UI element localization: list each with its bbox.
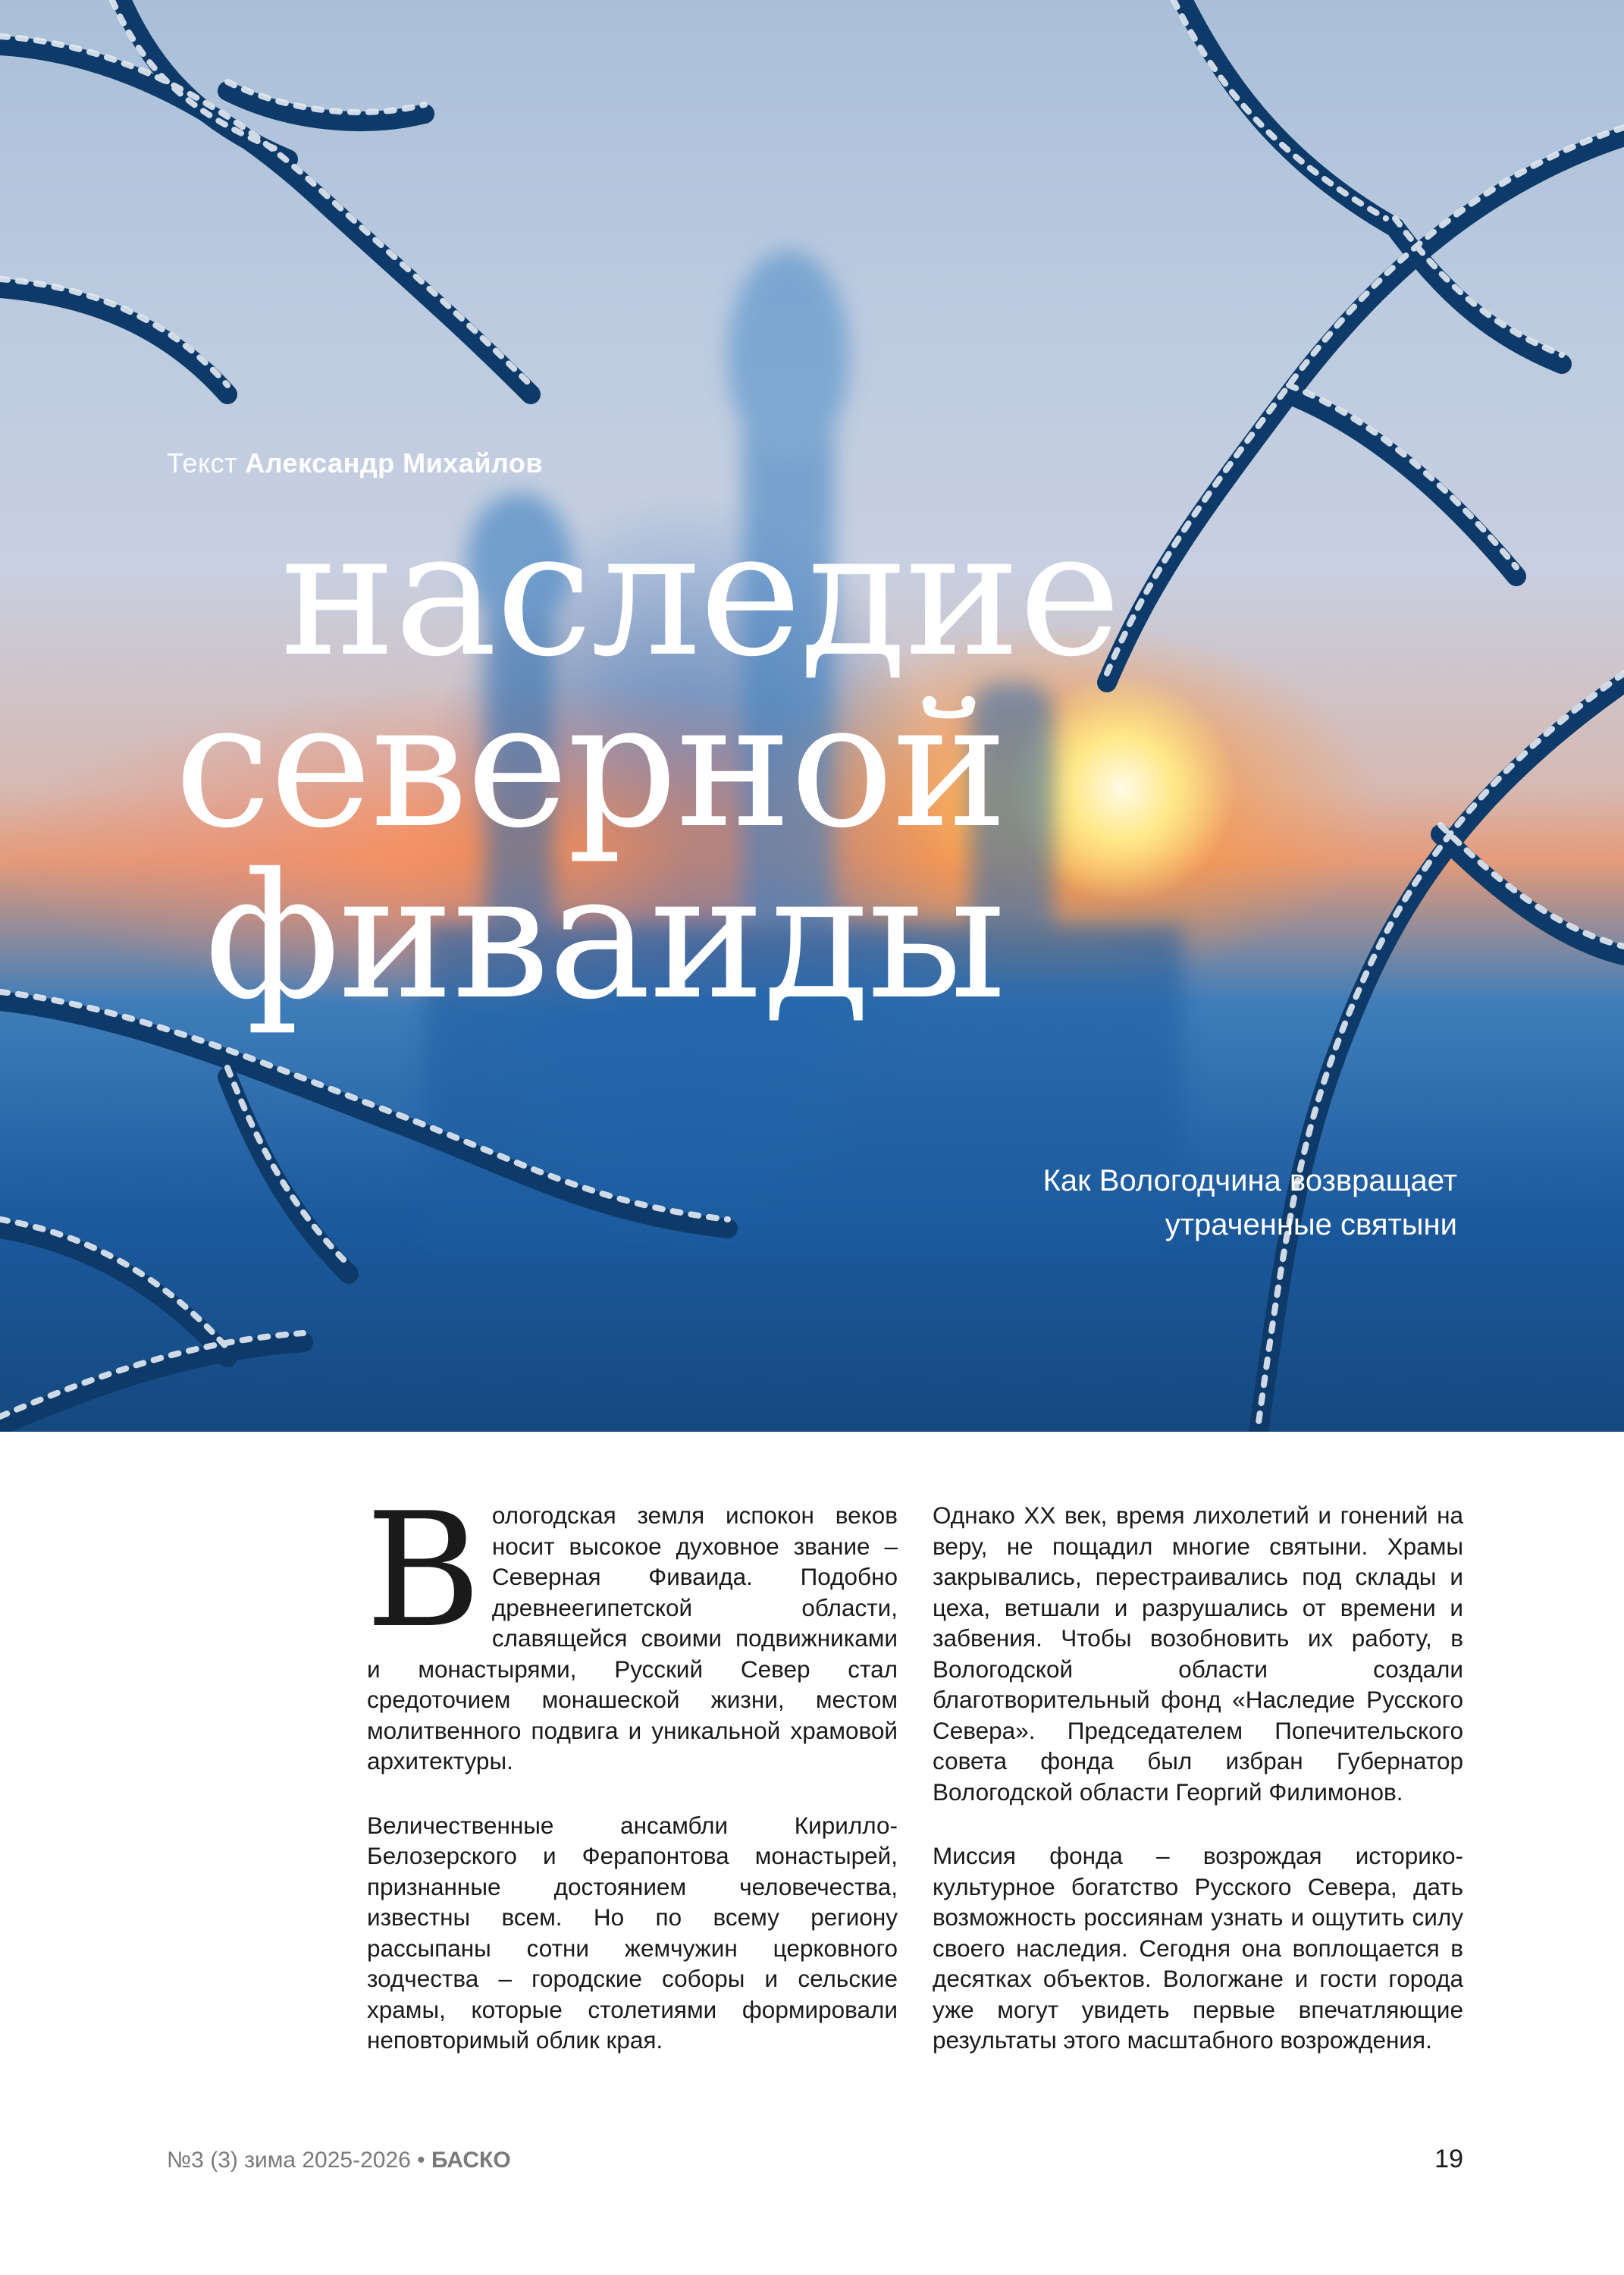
article-title xyxy=(174,493,1418,1037)
title-line-1: наследие xyxy=(281,493,1120,695)
magazine-brand: БАСКО xyxy=(431,2148,511,2173)
issue-label: №3 (3) зима 2025-2026 • xyxy=(167,2148,425,2173)
issue-info xyxy=(167,2148,511,2173)
paragraph-4: Миссия фонда – возрождая историко-культурное богатство Русского Севера, дать возможность россиянам узнать и ощутить силу своего наследия. Сегодня она воплощается в десятках объектов. Вологжане и гости города уже могут увидеть первые впечатляющие результаты этого масштабного возрождения. xyxy=(933,1842,1463,2054)
byline-prefix: Текст xyxy=(167,447,238,479)
title-line-2: северной xyxy=(174,664,1007,866)
byline-author: Александр Михайлов xyxy=(245,447,543,479)
paragraph-3: Однако XX век, время лихолетий и гонений на веру, не пощадил многие святыни. Храмы закрывались, перестраивались под склады и цеха, ветшали и разрушались от времени и забвения. Чтобы возобновить их работу, в Вологодской области создали благотворительный фонд «Наследие Русского Севера». Председателем Попечительского совета фонда был избран Губернатор Вологодской области Георгий Филимонов. xyxy=(933,1502,1463,1806)
paragraph-1-text: ологодская земля испокон веков носит высокое духовное звание – Северная Фиваида. Подобно древнеегипетской области, славящейся своими подвижниками и монастырями, Русский Север стал средоточием монашеской жизни, местом молитвенного подвига и уникальной храмовой архитектуры. xyxy=(367,1502,898,1774)
title-line-3: фиваиды xyxy=(205,836,1005,1037)
page-number: 19 xyxy=(1434,2145,1463,2173)
article-column-left xyxy=(365,1480,898,2089)
subtitle-line-2: утраченные святыни xyxy=(1165,1208,1457,1241)
paragraph-1 xyxy=(365,1480,898,1777)
article-subtitle xyxy=(851,1159,1457,1247)
subtitle-line-1: Как Вологодчина возвращает xyxy=(1042,1164,1457,1197)
article-column-right xyxy=(933,1500,1463,2089)
byline xyxy=(167,447,543,479)
paragraph-2: Величественные ансамбли Кирилло-Белозерского и Ферапонтова монастырей, признанные достоянием человечества, известны всем. Но по всему региону рассыпаны сотни жемчужин церковного зодчества – городские соборы и сельские храмы, которые столетиями формировали неповторимый облик края. xyxy=(367,1811,898,2054)
drop-cap: В xyxy=(365,1480,481,1663)
